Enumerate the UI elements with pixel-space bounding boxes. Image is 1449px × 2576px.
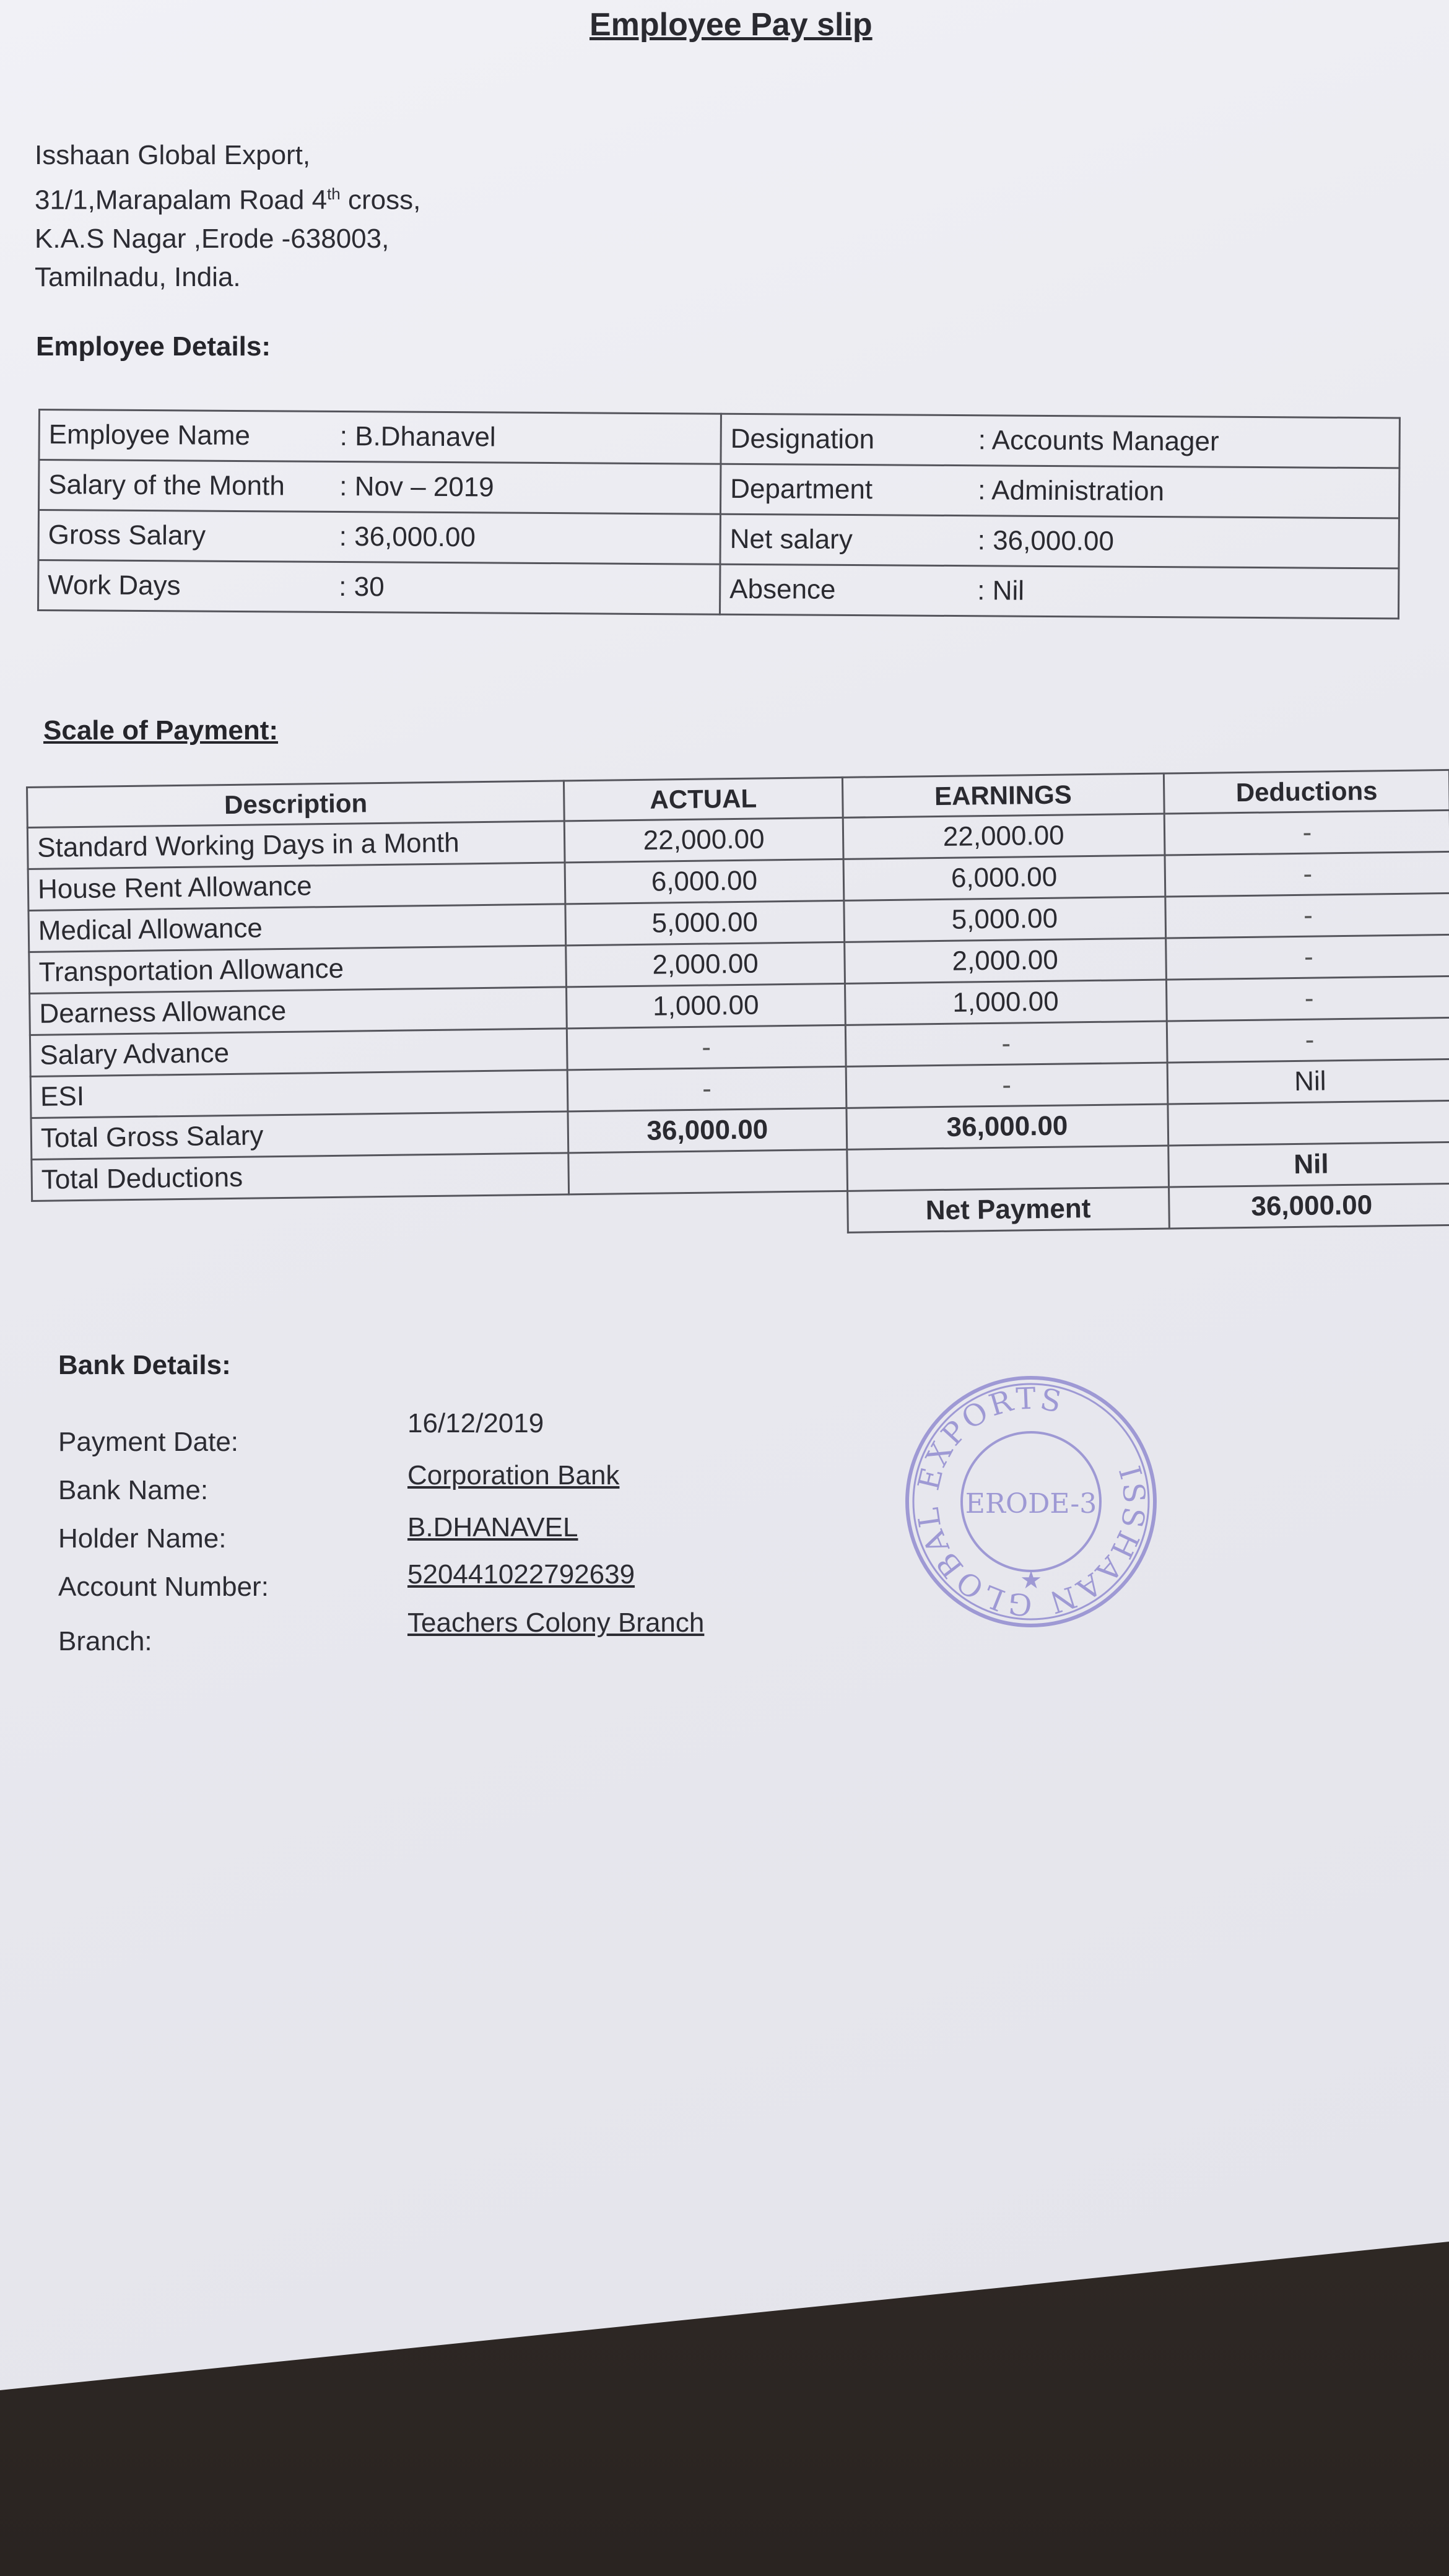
employee-detail-row <box>39 410 1399 468</box>
bank-name-value: Corporation Bank <box>407 1460 620 1490</box>
column-header: EARNINGS <box>842 773 1164 817</box>
detail-label: Salary of the Month <box>48 469 285 502</box>
detail-label: Gross Salary <box>48 520 206 551</box>
deductions-cell: - <box>1164 810 1449 855</box>
branch-label: Branch: <box>58 1626 152 1656</box>
detail-value: : 36,000.00 <box>977 525 1115 557</box>
actual-cell: 5,000.00 <box>565 900 844 945</box>
total-deductions-value: Nil <box>1168 1142 1449 1187</box>
branch-value: Teachers Colony Branch <box>407 1608 705 1638</box>
earnings-cell: 6,000.00 <box>843 855 1165 900</box>
deductions-cell: - <box>1167 1017 1449 1063</box>
description-cell: Standard Working Days in a Month <box>27 821 565 869</box>
detail-label: Designation <box>730 423 875 455</box>
actual-cell: 6,000.00 <box>565 859 843 903</box>
detail-label: Employee Name <box>48 419 251 451</box>
empty-cell <box>568 1149 847 1194</box>
description-cell: Salary Advance <box>30 1029 567 1077</box>
total-gross-label: Total Gross Salary <box>31 1112 568 1160</box>
employee-detail-right-cell <box>720 564 1398 619</box>
earnings-cell: 1,000.00 <box>845 980 1167 1025</box>
total-gross-actual: 36,000.00 <box>568 1108 846 1152</box>
bank-name-label: Bank Name: <box>58 1475 209 1505</box>
employee-detail-left-cell <box>38 560 720 615</box>
column-header: ACTUAL <box>564 777 843 820</box>
detail-label: Work Days <box>48 570 181 601</box>
empty-cell <box>32 1194 570 1243</box>
scale-of-payment-table <box>26 769 1449 1243</box>
actual-cell: 2,000.00 <box>566 942 845 986</box>
earnings-cell: 2,000.00 <box>844 938 1166 983</box>
company-address <box>35 136 420 297</box>
empty-cell <box>569 1191 848 1235</box>
detail-value: : Nov – 2019 <box>339 471 494 503</box>
total-gross-earnings: 36,000.00 <box>846 1104 1168 1149</box>
earnings-cell: 5,000.00 <box>843 897 1165 942</box>
actual-cell: - <box>568 1066 846 1111</box>
deductions-cell: - <box>1166 976 1449 1021</box>
page-title: Employee Pay slip <box>590 7 872 43</box>
empty-cell <box>846 1146 1168 1191</box>
detail-label: Net salary <box>729 523 853 555</box>
employee-detail-right-cell <box>720 514 1399 568</box>
column-header: Deductions <box>1164 770 1449 814</box>
deductions-cell: - <box>1165 934 1449 980</box>
holder-name-label: Holder Name: <box>58 1523 227 1554</box>
seal-center-text: ERODE-3 <box>965 1488 1097 1520</box>
account-number-value: 520441022792639 <box>407 1559 635 1590</box>
employee-detail-left-cell <box>39 460 721 515</box>
detail-value: : 36,000.00 <box>339 521 476 553</box>
deductions-cell: - <box>1165 893 1449 938</box>
holder-name-value: B.DHANAVEL <box>407 1512 578 1543</box>
detail-value: : Administration <box>978 475 1165 507</box>
description-cell: Medical Allowance <box>28 904 566 952</box>
address-line-2: K.A.S Nagar ,Erode -638003, <box>35 223 389 254</box>
detail-value: : Nil <box>977 575 1025 606</box>
actual-cell: 22,000.00 <box>565 817 843 862</box>
detail-value: : B.Dhanavel <box>339 420 496 453</box>
actual-cell: 1,000.00 <box>567 983 845 1028</box>
net-payment-label: Net Payment <box>847 1187 1169 1232</box>
earnings-cell: - <box>846 1063 1168 1108</box>
deductions-cell: Nil <box>1167 1059 1449 1104</box>
address-line-3: Tamilnadu, India. <box>35 261 241 292</box>
scale-of-payment-heading: Scale of Payment: <box>43 715 279 746</box>
employee-detail-left-cell <box>38 510 720 565</box>
description-cell: Dearness Allowance <box>30 987 567 1035</box>
bank-details-heading: Bank Details: <box>58 1350 231 1380</box>
description-cell: ESI <box>30 1070 568 1118</box>
detail-label: Absence <box>729 573 836 605</box>
account-number-label: Account Number: <box>58 1572 269 1602</box>
employee-detail-row <box>38 560 1399 619</box>
total-deductions-label: Total Deductions <box>32 1153 569 1201</box>
seal-ring-text: ISSHAAN GLOBAL EXPORTS <box>910 1381 1152 1623</box>
description-cell: Transportation Allowance <box>29 946 567 994</box>
employee-detail-row <box>38 510 1399 568</box>
actual-cell: - <box>567 1025 846 1069</box>
detail-value: : Accounts Manager <box>978 425 1219 457</box>
employee-detail-left-cell <box>39 410 721 464</box>
net-payment-value: 36,000.00 <box>1168 1183 1449 1229</box>
earnings-cell: 22,000.00 <box>843 814 1165 859</box>
employee-details-heading: Employee Details: <box>36 331 271 362</box>
description-cell: House Rent Allowance <box>28 863 565 911</box>
detail-label: Department <box>730 473 873 505</box>
employee-detail-right-cell <box>720 464 1399 518</box>
payment-date-value: 16/12/2019 <box>407 1408 544 1438</box>
employee-details-table <box>37 409 1401 619</box>
seal-star-icon: ★ <box>1020 1566 1042 1595</box>
deductions-cell: - <box>1165 851 1449 897</box>
company-name: Isshaan Global Export, <box>35 140 311 170</box>
employee-detail-right-cell <box>721 414 1399 468</box>
payment-date-label: Payment Date: <box>58 1427 239 1457</box>
address-line-1: 31/1,Marapalam Road 4th cross, <box>35 185 421 215</box>
detail-value: : 30 <box>339 571 385 603</box>
column-header: Description <box>27 781 565 828</box>
company-seal-stamp <box>901 1372 1161 1632</box>
earnings-cell: - <box>845 1021 1167 1066</box>
employee-detail-row <box>39 460 1399 518</box>
empty-cell <box>1168 1100 1449 1146</box>
